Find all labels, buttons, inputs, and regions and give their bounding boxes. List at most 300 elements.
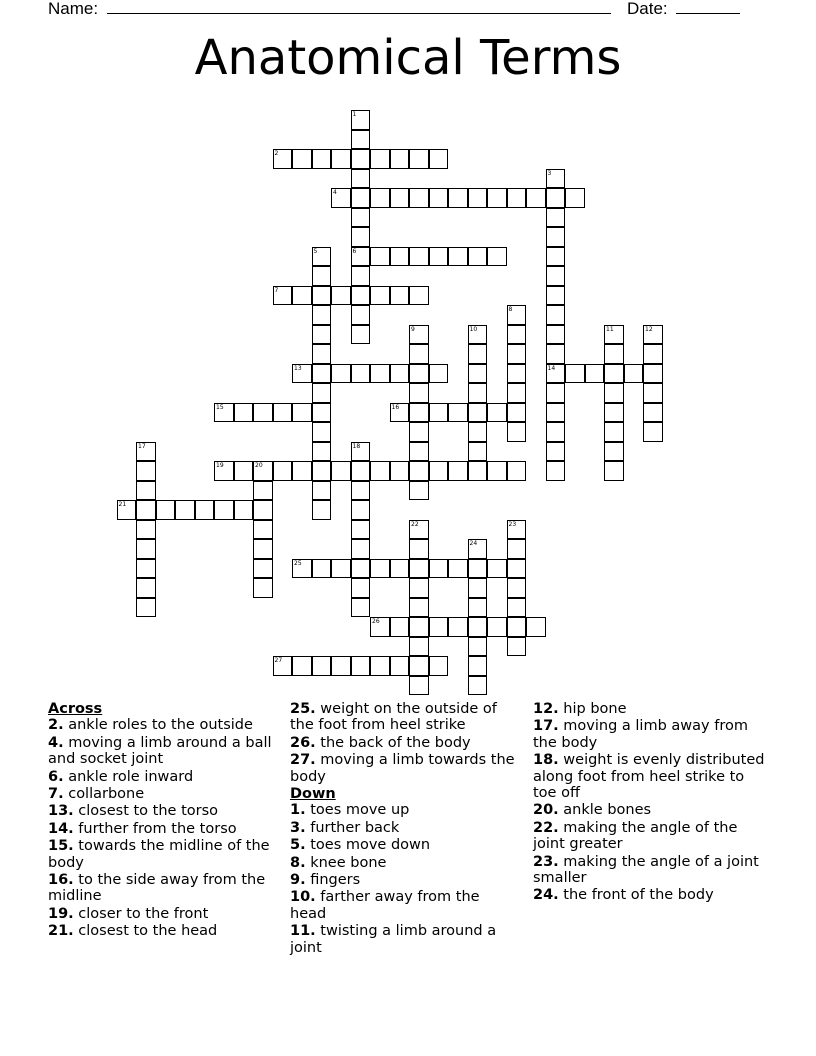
cell-number: 11 — [606, 325, 614, 333]
grid-cell[interactable] — [546, 344, 566, 364]
grid-cell[interactable] — [546, 383, 566, 403]
grid-cell[interactable] — [273, 149, 293, 169]
grid-cell[interactable] — [429, 656, 449, 676]
clue-down-20 — [533, 802, 765, 818]
grid-cell[interactable] — [331, 286, 351, 306]
clue-text: weight is evenly distributed along foot from heel strike to toe off — [533, 752, 765, 802]
grid-cell[interactable] — [351, 188, 371, 208]
clue-number: 11. — [290, 923, 316, 940]
grid-cell[interactable] — [468, 247, 488, 267]
grid-cell[interactable] — [136, 520, 156, 540]
clue-number: 3. — [290, 819, 306, 836]
clue-text: hip bone — [563, 701, 627, 717]
cell-number: 14 — [547, 364, 556, 372]
grid-cell[interactable] — [507, 188, 527, 208]
grid-cell[interactable] — [409, 286, 429, 306]
grid-cell[interactable] — [331, 656, 351, 676]
grid-cell[interactable] — [507, 364, 527, 384]
grid-cell[interactable] — [604, 422, 624, 442]
cell-number: 18 — [352, 442, 361, 450]
grid-cell[interactable] — [390, 403, 410, 423]
grid-cell[interactable] — [214, 461, 234, 481]
grid-cell[interactable] — [351, 598, 371, 618]
cell-number: 17 — [138, 442, 146, 450]
grid-cell[interactable] — [390, 286, 410, 306]
grid-cell[interactable] — [136, 559, 156, 579]
clue-number: 27. — [290, 752, 316, 769]
grid-cell[interactable] — [351, 149, 371, 169]
grid-cell[interactable] — [390, 364, 410, 384]
grid-cell[interactable] — [409, 149, 429, 169]
grid-cell[interactable] — [409, 383, 429, 403]
grid-cell[interactable] — [546, 227, 566, 247]
clue-text: farther away from the head — [290, 889, 480, 922]
clue-number: 14. — [48, 820, 74, 837]
grid-cell[interactable] — [429, 247, 449, 267]
cell-number: 19 — [216, 462, 224, 469]
clue-text: closer to the front — [78, 905, 209, 922]
grid-cell[interactable] — [448, 559, 468, 579]
grid-cell[interactable] — [370, 364, 390, 384]
clue-text: towards the midline of the body — [48, 838, 270, 871]
grid-cell[interactable] — [507, 598, 527, 618]
grid-cell[interactable] — [351, 305, 371, 325]
clue-number: 20. — [533, 802, 559, 819]
grid-cell[interactable] — [604, 383, 624, 403]
grid-cell[interactable] — [565, 364, 585, 384]
grid-cell[interactable] — [468, 325, 488, 345]
grid-cell[interactable] — [448, 188, 468, 208]
grid-cell[interactable] — [292, 364, 312, 384]
clue-across-25 — [290, 701, 518, 734]
clue-text: making the angle of a joint smaller — [533, 853, 759, 887]
clue-text: twisting a limb around a joint — [290, 923, 497, 956]
grid-cell[interactable] — [468, 539, 488, 559]
grid-cell[interactable] — [351, 364, 371, 384]
grid-cell[interactable] — [468, 676, 488, 696]
clue-number: 7. — [48, 786, 64, 803]
grid-cell[interactable] — [312, 461, 332, 481]
grid-cell[interactable] — [468, 344, 488, 364]
clue-text: further back — [310, 819, 400, 836]
grid-cell[interactable] — [312, 344, 332, 364]
grid-cell[interactable] — [331, 559, 351, 579]
grid-cell[interactable] — [370, 461, 390, 481]
grid-cell[interactable] — [351, 539, 371, 559]
clue-number: 17. — [533, 718, 559, 735]
grid-cell[interactable] — [468, 559, 488, 579]
grid-cell[interactable] — [273, 286, 293, 306]
grid-cell[interactable] — [507, 559, 527, 579]
grid-cell[interactable] — [312, 305, 332, 325]
grid-cell[interactable] — [292, 461, 312, 481]
grid-cell[interactable] — [604, 364, 624, 384]
grid-cell[interactable] — [429, 403, 449, 423]
grid-cell[interactable] — [253, 461, 273, 481]
grid-cell[interactable] — [292, 286, 312, 306]
grid-cell[interactable] — [136, 500, 156, 520]
grid-cell[interactable] — [253, 520, 273, 540]
grid-cell[interactable] — [448, 403, 468, 423]
grid-cell[interactable] — [331, 188, 351, 208]
grid-cell[interactable] — [390, 247, 410, 267]
grid-cell[interactable] — [546, 305, 566, 325]
grid-cell[interactable] — [214, 500, 234, 520]
clue-number: 5. — [290, 837, 306, 854]
clue-down-11 — [290, 923, 518, 956]
grid-cell[interactable] — [273, 656, 293, 676]
grid-cell[interactable] — [409, 598, 429, 618]
grid-cell[interactable] — [312, 364, 332, 384]
clue-number: 15. — [48, 838, 74, 855]
grid-cell[interactable] — [312, 149, 332, 169]
grid-cell[interactable] — [487, 559, 507, 579]
clue-text: ankle role inward — [68, 768, 194, 785]
cell-number: 9 — [411, 325, 415, 333]
grid-cell[interactable] — [195, 500, 215, 520]
grid-cell[interactable] — [214, 403, 234, 423]
clue-number: 23. — [533, 853, 559, 870]
grid-cell[interactable] — [604, 325, 624, 345]
clue-text: the front of the body — [563, 887, 714, 904]
grid-cell[interactable] — [312, 559, 332, 579]
grid-cell[interactable] — [643, 403, 663, 423]
clues-column-2 — [290, 701, 518, 957]
grid-cell[interactable] — [468, 364, 488, 384]
grid-cell[interactable] — [234, 461, 254, 481]
grid-cell[interactable] — [468, 617, 488, 637]
grid-cell[interactable] — [312, 656, 332, 676]
grid-cell[interactable] — [448, 617, 468, 637]
clue-across-26 — [290, 735, 518, 751]
grid-cell[interactable] — [351, 286, 371, 306]
grid-cell[interactable] — [136, 442, 156, 462]
cell-number: 20 — [255, 462, 263, 469]
across-heading: Across — [48, 701, 103, 717]
grid-cell[interactable] — [546, 188, 566, 208]
grid-cell[interactable] — [409, 247, 429, 267]
grid-cell[interactable] — [253, 500, 273, 520]
grid-cell[interactable] — [409, 578, 429, 598]
grid-cell[interactable] — [546, 169, 566, 189]
grid-cell[interactable] — [370, 286, 390, 306]
grid-cell[interactable] — [468, 403, 488, 423]
clue-across-16 — [48, 872, 278, 905]
grid-cell[interactable] — [312, 266, 332, 286]
grid-cell[interactable] — [136, 598, 156, 618]
grid-cell[interactable] — [468, 578, 488, 598]
clue-text: moving a limb away from the body — [533, 718, 748, 751]
grid-cell[interactable] — [507, 325, 527, 345]
grid-cell[interactable] — [507, 403, 527, 423]
clue-across-2 — [48, 717, 278, 733]
grid-cell[interactable] — [253, 481, 273, 501]
grid-cell[interactable] — [390, 461, 410, 481]
grid-cell[interactable] — [507, 637, 527, 657]
grid-cell[interactable] — [468, 442, 488, 462]
clue-number: 16. — [48, 872, 74, 889]
name-label: Name: — [48, 0, 99, 18]
page-title: Anatomical Terms — [194, 30, 622, 86]
clues-column-1 — [48, 701, 278, 941]
grid-cell[interactable] — [351, 227, 371, 247]
grid-cell[interactable] — [312, 247, 332, 267]
grid-cell[interactable] — [390, 617, 410, 637]
grid-cell[interactable] — [429, 559, 449, 579]
grid-cell[interactable] — [448, 247, 468, 267]
grid-cell[interactable] — [546, 325, 566, 345]
clue-text: fingers — [310, 872, 361, 889]
grid-cell[interactable] — [370, 559, 390, 579]
cell-number: 22 — [411, 520, 419, 528]
grid-cell[interactable] — [507, 383, 527, 403]
grid-cell[interactable] — [409, 559, 429, 579]
grid-cell[interactable] — [312, 383, 332, 403]
grid-cell[interactable] — [351, 656, 371, 676]
grid-cell[interactable] — [546, 247, 566, 267]
grid-cell[interactable] — [643, 422, 663, 442]
grid-cell[interactable] — [429, 188, 449, 208]
grid-cell[interactable] — [409, 520, 429, 540]
grid-cell[interactable] — [409, 364, 429, 384]
clue-text: knee bone — [310, 854, 387, 871]
date-label: Date: — [627, 0, 668, 18]
clue-number: 25. — [290, 701, 316, 717]
clue-number: 18. — [533, 752, 559, 769]
grid-cell[interactable] — [312, 325, 332, 345]
grid-cell[interactable] — [370, 149, 390, 169]
grid-cell[interactable] — [429, 364, 449, 384]
grid-cell[interactable] — [643, 344, 663, 364]
grid-cell[interactable] — [429, 461, 449, 481]
grid-cell[interactable] — [643, 383, 663, 403]
clue-across-4 — [48, 735, 278, 768]
grid-cell[interactable] — [253, 539, 273, 559]
grid-cell[interactable] — [312, 422, 332, 442]
grid-cell[interactable] — [546, 266, 566, 286]
grid-cell[interactable] — [409, 539, 429, 559]
grid-cell[interactable] — [507, 539, 527, 559]
grid-cell[interactable] — [390, 656, 410, 676]
grid-cell[interactable] — [507, 578, 527, 598]
clue-across-21 — [48, 923, 278, 939]
grid-cell[interactable] — [585, 364, 605, 384]
grid-cell[interactable] — [409, 461, 429, 481]
grid-cell[interactable] — [429, 617, 449, 637]
grid-cell[interactable] — [604, 403, 624, 423]
grid-cell[interactable] — [312, 403, 332, 423]
grid-cell[interactable] — [156, 500, 176, 520]
grid-cell[interactable] — [351, 266, 371, 286]
grid-cell[interactable] — [234, 403, 254, 423]
clue-text: ankle bones — [563, 802, 652, 819]
grid-cell[interactable] — [565, 188, 585, 208]
grid-cell[interactable] — [351, 247, 371, 267]
grid-cell[interactable] — [312, 481, 332, 501]
grid-cell[interactable] — [468, 598, 488, 618]
grid-cell[interactable] — [546, 286, 566, 306]
grid-cell[interactable] — [351, 169, 371, 189]
grid-cell[interactable] — [253, 578, 273, 598]
clue-text: moving a limb towards the body — [290, 752, 515, 785]
clue-across-7 — [48, 786, 278, 802]
grid-cell[interactable] — [351, 208, 371, 228]
grid-cell[interactable] — [234, 500, 254, 520]
grid-cell[interactable] — [546, 208, 566, 228]
grid-cell[interactable] — [175, 500, 195, 520]
clue-number: 24. — [533, 887, 559, 904]
grid-cell[interactable] — [292, 403, 312, 423]
clue-number: 13. — [48, 803, 74, 820]
grid-cell[interactable] — [253, 403, 273, 423]
clue-down-23 — [533, 854, 765, 887]
clue-across-27 — [290, 752, 518, 785]
grid-cell[interactable] — [117, 500, 137, 520]
grid-cell[interactable] — [409, 188, 429, 208]
grid-cell[interactable] — [409, 617, 429, 637]
grid-cell[interactable] — [624, 364, 644, 384]
grid-cell[interactable] — [604, 442, 624, 462]
grid-cell[interactable] — [487, 247, 507, 267]
grid-cell[interactable] — [351, 559, 371, 579]
grid-cell[interactable] — [292, 559, 312, 579]
grid-cell[interactable] — [507, 617, 527, 637]
clue-down-22 — [533, 820, 765, 853]
grid-cell[interactable] — [370, 188, 390, 208]
grid-cell[interactable] — [487, 188, 507, 208]
grid-cell[interactable] — [468, 656, 488, 676]
grid-cell[interactable] — [429, 149, 449, 169]
grid-cell[interactable] — [351, 520, 371, 540]
clue-number: 19. — [48, 905, 74, 922]
grid-cell[interactable] — [526, 188, 546, 208]
clue-number: 2. — [48, 717, 64, 734]
grid-cell[interactable] — [409, 422, 429, 442]
grid-cell[interactable] — [526, 617, 546, 637]
grid-cell[interactable] — [370, 656, 390, 676]
grid-cell[interactable] — [604, 344, 624, 364]
grid-cell[interactable] — [292, 656, 312, 676]
grid-cell[interactable] — [331, 149, 351, 169]
clue-across-15 — [48, 838, 278, 871]
grid-cell[interactable] — [507, 422, 527, 442]
grid-cell[interactable] — [351, 500, 371, 520]
grid-cell[interactable] — [409, 481, 429, 501]
grid-cell[interactable] — [507, 344, 527, 364]
grid-cell[interactable] — [370, 617, 390, 637]
cell-number: 7 — [274, 286, 279, 294]
grid-cell[interactable] — [468, 422, 488, 442]
cell-number: 24 — [469, 540, 478, 547]
grid-cell[interactable] — [468, 637, 488, 657]
clue-text: to the side away from the midline — [48, 872, 266, 905]
cell-number: 16 — [391, 403, 400, 411]
grid-cell[interactable] — [409, 344, 429, 364]
grid-cell[interactable] — [136, 578, 156, 598]
cell-number: 2 — [274, 150, 279, 157]
clue-down-10 — [290, 889, 518, 922]
grid-cell[interactable] — [312, 442, 332, 462]
grid-cell[interactable] — [273, 461, 293, 481]
grid-cell[interactable] — [448, 461, 468, 481]
clue-text: weight on the outside of the foot from heel strike — [290, 701, 497, 734]
grid-cell[interactable] — [273, 403, 293, 423]
grid-cell[interactable] — [409, 325, 429, 345]
clue-across-14 — [48, 821, 278, 837]
grid-cell[interactable] — [370, 247, 390, 267]
grid-cell[interactable] — [409, 637, 429, 657]
grid-cell[interactable] — [292, 149, 312, 169]
grid-cell[interactable] — [351, 110, 371, 130]
grid-cell[interactable] — [136, 481, 156, 501]
clue-text: closest to the head — [78, 923, 218, 940]
clue-text: closest to the torso — [78, 803, 219, 820]
grid-cell[interactable] — [351, 325, 371, 345]
clue-number: 8. — [290, 854, 306, 871]
grid-cell[interactable] — [312, 500, 332, 520]
clue-down-8 — [290, 855, 518, 871]
cell-number: 4 — [333, 189, 337, 196]
grid-cell[interactable] — [390, 188, 410, 208]
grid-cell[interactable] — [390, 149, 410, 169]
grid-cell[interactable] — [487, 617, 507, 637]
grid-cell[interactable] — [331, 461, 351, 481]
clue-down-5 — [290, 837, 518, 853]
grid-cell[interactable] — [136, 539, 156, 559]
grid-cell[interactable] — [409, 656, 429, 676]
cell-number: 25 — [294, 559, 302, 567]
grid-cell[interactable] — [487, 403, 507, 423]
clues-column-3 — [533, 701, 765, 905]
clue-number: 10. — [290, 889, 316, 906]
grid-cell[interactable] — [546, 364, 566, 384]
clue-text: moving a limb around a ball and socket joint — [48, 734, 272, 768]
grid-cell[interactable] — [546, 461, 566, 481]
clue-number: 12. — [533, 701, 559, 717]
clue-across-19 — [48, 906, 278, 922]
grid-cell[interactable] — [351, 442, 371, 462]
grid-cell[interactable] — [390, 559, 410, 579]
grid-cell[interactable] — [468, 461, 488, 481]
grid-cell[interactable] — [331, 364, 351, 384]
grid-cell[interactable] — [487, 461, 507, 481]
grid-cell[interactable] — [507, 305, 527, 325]
grid-cell[interactable] — [468, 188, 488, 208]
grid-cell[interactable] — [546, 403, 566, 423]
clue-down-24 — [533, 887, 765, 903]
grid-cell[interactable] — [351, 481, 371, 501]
cell-number: 13 — [294, 364, 302, 372]
grid-cell[interactable] — [409, 403, 429, 423]
grid-cell[interactable] — [468, 383, 488, 403]
grid-cell[interactable] — [253, 559, 273, 579]
grid-cell[interactable] — [409, 676, 429, 696]
grid-cell[interactable] — [507, 520, 527, 540]
grid-cell[interactable] — [546, 422, 566, 442]
grid-cell[interactable] — [351, 461, 371, 481]
grid-cell[interactable] — [312, 286, 332, 306]
grid-cell[interactable] — [351, 578, 371, 598]
grid-cell[interactable] — [136, 461, 156, 481]
grid-cell[interactable] — [643, 364, 663, 384]
grid-cell[interactable] — [643, 325, 663, 345]
grid-cell[interactable] — [409, 442, 429, 462]
clue-text: toes move up — [310, 802, 410, 819]
grid-cell[interactable] — [507, 461, 527, 481]
grid-cell[interactable] — [546, 442, 566, 462]
grid-cell[interactable] — [604, 461, 624, 481]
grid-cell[interactable] — [351, 130, 371, 150]
